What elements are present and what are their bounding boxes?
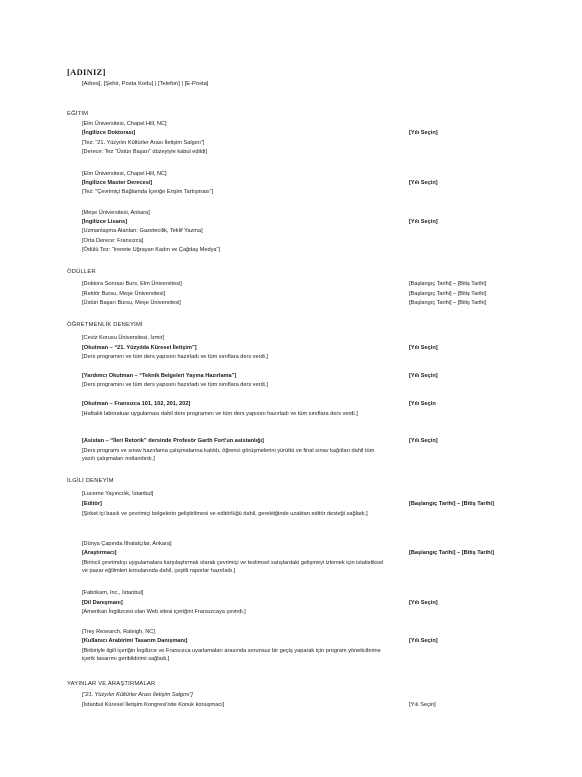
teaching-item-desc[interactable]: [Ders programını ve tüm ders yapısını hazırladı ve tüm sınıflara ders verdi.] [82,354,268,360]
resume-name[interactable]: [ADINIZ] [67,67,106,77]
related-date[interactable]: [Başlangıç Tarihi] – [Bitiş Tarihi] [409,550,494,556]
related-title[interactable]: [Araştırmacı] [82,550,117,556]
award-date[interactable]: [Başlangıç Tarihi] – [Bitiş Tarihi] [409,291,487,297]
related-desc[interactable]: [Amerikan İngilizcesi olan Web sitesi içeriğini Fransızcaya çevirdi.] [82,609,246,615]
related-title[interactable]: [Editör] [82,501,102,507]
teaching-item-date[interactable]: [Yılı Seçin] [409,373,438,379]
section-publications-heading: YAYINLAR VE ARAŞTIRMALAR [67,681,156,687]
education-1-detail[interactable]: [Tez: “21. Yüzyılın Kültürler Arası İletişim Salgını”] [82,140,205,146]
teaching-item-title[interactable]: [Yardımcı Okutman – “Teknik Belgeleri Yayına Hazırlama”] [82,373,237,379]
education-1-degree[interactable]: [İngilizce Doktorası] [82,130,136,136]
award-date[interactable]: [Başlangıç Tarihi] – [Bitiş Tarihi] [409,300,487,306]
education-2-detail[interactable]: [Tez: “Çevrimiçi Bağlamda İçeriğe Erişim Tartışması”] [82,189,214,195]
contact-line[interactable]: [Adres], [Şehir, Posta Kodu] | [Telefon] | [E-Posta] [82,81,209,87]
section-teaching-heading: ÖĞRETMENLİK DENEYİMİ [67,322,143,328]
section-education-heading: EĞİTİM [67,111,89,117]
related-desc[interactable]: [Birbiriyle ilgili içeriğin İngilizce ve Fransızca uyarlamaları arasında sorunsuz bir geçiş yaparak için program yöneticilerine içerik tasarımı geribildirimi sağladı.] [82,648,381,662]
section-awards-heading: ÖDÜLLER [67,269,96,275]
teaching-item-title[interactable]: [Asistan – “İleri Retorik” dersinde Profesör Garth Fort'un asistanlığı] [82,438,264,444]
teaching-item-title[interactable]: [Okutman – Fransızca 101, 102, 201, 202] [82,401,191,407]
teaching-item-desc[interactable]: [Haftalık laboratuar uygulaması dahil ders programını ve tüm ders yapısını hazırladı ve tüm sınıflara ders verdi.] [82,411,358,417]
section-related-heading: İLGİLİ DENEYİM [67,478,114,484]
teaching-item-date[interactable]: [Yılı Seçin] [409,345,438,351]
education-2-date[interactable]: [Yılı Seçin] [409,180,438,186]
award-date[interactable]: [Başlangıç Tarihi] – [Bitiş Tarihi] [409,281,487,287]
related-company[interactable]: [Trey Research, Raleigh, NC] [82,629,155,635]
teaching-school[interactable]: [Ceviz Korusu Üniversitesi, İzmir] [82,335,165,341]
teaching-item-date[interactable]: [Yılı Seçin] [409,438,438,444]
award-item[interactable]: [Rektör Bursu, Meşe Üniversitesi] [82,291,165,297]
publication-item[interactable]: [İstanbul Küresel İletişim Kongresi'nde Konuk konuşmacı] [82,702,225,708]
education-3-detail[interactable]: [Ödülü Tez: “Irenete Uğrayan Kadın ve Çağdaş Medya”] [82,247,220,253]
related-title[interactable]: [Kullanıcı Arabirimi Tasarım Danışmanı] [82,638,188,644]
publication-date[interactable]: [Yılı Seçin] [409,702,436,708]
education-3-degree[interactable]: [İngilizce Lisans] [82,219,128,225]
teaching-item-title[interactable]: [Okutman – “21. Yüzyılda Küresel İletişim”] [82,345,197,351]
related-company[interactable]: [Lucerne Yayıncılık, İstanbul] [82,491,154,497]
education-3-date[interactable]: [Yılı Seçin] [409,219,438,225]
related-title[interactable]: [Dil Danışmanı] [82,600,123,606]
related-company[interactable]: [Dünya Çapında İthalatçılar, Ankara] [82,541,172,547]
related-desc[interactable]: [Şirket içi basılı ve çevrimiçi belgelerin geliştirilmesi ve editörlüğü dahil, gerektiğinde uzaktan editör desteği sağladı.] [82,511,368,517]
related-desc[interactable]: [Birincil çevrimdışı uygulamalara karşılaştırmalı olarak çevrimiçi ve teslimsel satışlardaki gelişmeyi izlemek için istatistiksel ve pazar eğilimleri konularında dahil, çeşitli raporlar hazırladı.] [82,560,384,574]
related-date[interactable]: [Yılı Seçin] [409,600,438,606]
related-date[interactable]: [Başlangıç Tarihi] – [Bitiş Tarihi] [409,501,494,507]
award-item[interactable]: [Doktora Sonrası Burs, Elm Üniversitesi] [82,281,182,287]
award-item[interactable]: [Üstün Başarı Bursu, Meşe Üniversitesi] [82,300,181,306]
education-3-detail[interactable]: [Uzmanlaşma Alanları: Gazetecilik, Teklif Yazma] [82,228,203,234]
education-1-date[interactable]: [Yılı Seçin] [409,130,438,136]
teaching-item-desc[interactable]: [Ders programını ve tüm ders yapısını hazırladı ve tüm sınıflara ders verdi.] [82,382,268,388]
education-1-school[interactable]: [Elm Üniversitesi, Chapel Hill, NC] [82,121,167,127]
education-3-detail[interactable]: [Orta Derece: Fransızca] [82,238,144,244]
education-1-detail[interactable]: [Derece: Tez “Üstün Başarı” düzeyiyle kabul edildi] [82,149,207,155]
education-3-school[interactable]: [Meşe Üniversitesi, Ankara] [82,210,150,216]
related-company[interactable]: [Fabrikam, Inc., İstanbul] [82,590,144,596]
related-date[interactable]: [Yılı Seçin] [409,638,438,644]
education-2-school[interactable]: [Elm Üniversitesi, Chapel Hill, NC] [82,171,167,177]
education-2-degree[interactable]: [İngilizce Master Derecesi] [82,180,153,186]
teaching-item-desc[interactable]: [Ders programı ve sınav hazırlama çalışmalarına katıldı, öğrenci görüşmelerini yürüttü ve final sınav kağıtları dahil tüm yazılı çalışmaları notlandırdı.] [82,448,375,462]
teaching-item-date[interactable]: [Yılı Seçin [409,401,436,407]
publication-item[interactable]: [“21. Yüzyılın Kültürler Arası İletişim Salgını”] [82,692,193,698]
